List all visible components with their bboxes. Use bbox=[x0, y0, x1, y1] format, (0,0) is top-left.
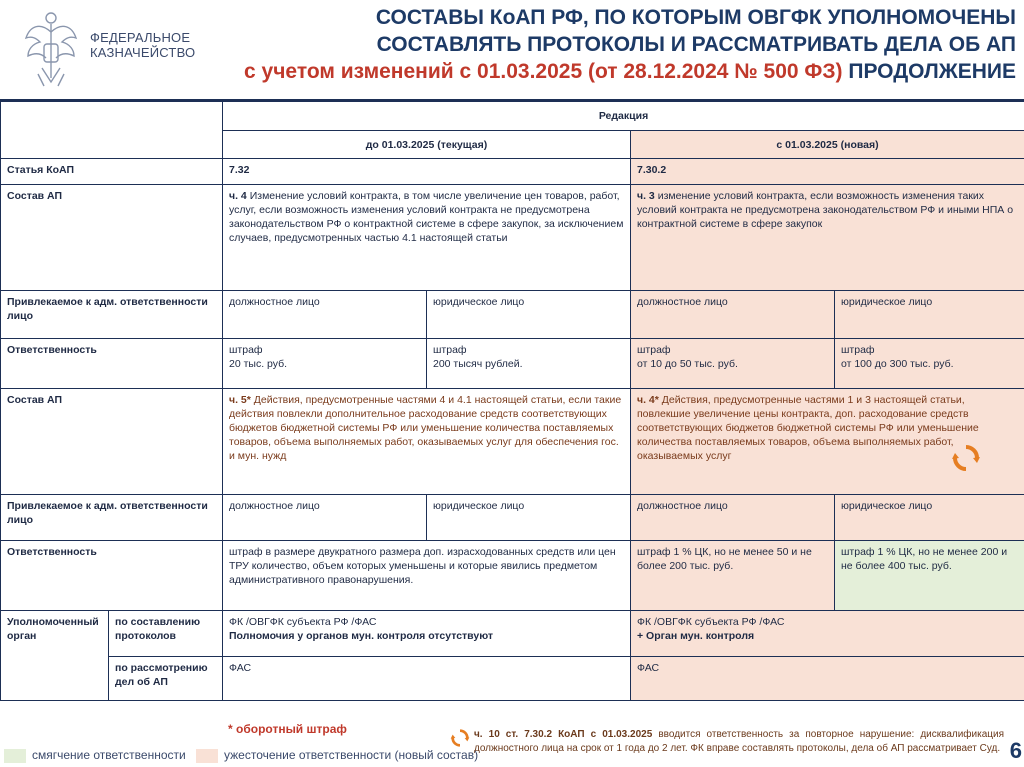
sostav-1-new bbox=[631, 185, 1024, 291]
title-line-3 bbox=[244, 58, 1016, 85]
org-name bbox=[90, 30, 195, 60]
organ-note: Полномочия у органов мун. контроля отсутствуют bbox=[229, 630, 494, 642]
slide-title bbox=[244, 4, 1016, 85]
row-label-sostav-1: Состав АП bbox=[1, 185, 223, 291]
person-1-old-official: должностное лицо bbox=[223, 291, 427, 339]
sostav-1-new-text: изменение условий контракта, если возможность изменения таких условий контракта не предусмотрена законодательством РФ и иными НПА о контрактной системе в сфере закупок bbox=[637, 190, 1014, 230]
organ-sub-cases: по рассмотрению дел об АП bbox=[109, 657, 223, 701]
organ-list: ФК /ОВГФК субъекта РФ /ФАС bbox=[637, 616, 785, 628]
person-2-new-official: должностное лицо bbox=[631, 495, 835, 541]
legend-swatch-green bbox=[4, 749, 26, 763]
fine-label: штраф bbox=[637, 344, 671, 356]
resp-1-new-official bbox=[631, 339, 835, 389]
resp-2-old: штраф в размере двукратного размера доп. израсходованных средств или цен ТРУ количество, объем которых уменьшены и которые явились предметом административного правонарушения. bbox=[223, 541, 631, 611]
corner-cell bbox=[1, 101, 223, 159]
legend-hard bbox=[196, 748, 478, 763]
person-2-old-official: должностное лицо bbox=[223, 495, 427, 541]
fine-label: штраф bbox=[841, 344, 875, 356]
footnote-article: ч. 10 ст. 7.30.2 КоАП с 01.03.2025 bbox=[474, 729, 653, 740]
resp-1-old-legal bbox=[427, 339, 631, 389]
turnover-fine-icon bbox=[951, 443, 981, 473]
column-new-header: с 01.03.2025 (новая) bbox=[631, 131, 1024, 159]
resp-1-new-legal bbox=[835, 339, 1024, 389]
resp-1-old-official bbox=[223, 339, 427, 389]
row-label-organ: Уполномоченный орган bbox=[1, 611, 109, 701]
organ-sub-protocols: по составлению протоколов bbox=[109, 611, 223, 657]
organ-cases-new: ФАС bbox=[631, 657, 1024, 701]
sostav-2-new bbox=[631, 389, 1024, 495]
fine-amount: 200 тысяч рублей. bbox=[433, 358, 523, 370]
sostav-2-old-text: Действия, предусмотренные частями 4 и 4.1 настоящей статьи, если такие действия повлекли дополнительное расходование средств соответствующих бюджетов бюджетной системы РФ или уменьшение количества поставляемых товаров, объема выполняемых работ, оказываемых услуг для обеспечения гос. и мун. нужд bbox=[229, 394, 622, 462]
organ-protocols-new bbox=[631, 611, 1024, 657]
sostav-2-old-part: ч. 5* bbox=[229, 394, 251, 406]
footnote-text: вводится ответственность за повторное нарушение: дисквалификация должностного лица на срок от 1 года до 2 лет. ФК вправе составлять протоколы, дела об АП рассматривает Суд. bbox=[474, 729, 1005, 754]
sostav-2-new-part: ч. 4* bbox=[637, 394, 659, 406]
row-label-resp-1: Ответственность bbox=[1, 339, 223, 389]
fine-amount: от 10 до 50 тыс. руб. bbox=[637, 358, 738, 370]
redaction-header: Редакция bbox=[223, 101, 1024, 131]
eagle-emblem-icon bbox=[22, 8, 80, 90]
person-1-new-legal: юридическое лицо bbox=[835, 291, 1024, 339]
title-changes-date: с учетом изменений с 01.03.2025 (от 28.12.2024 № 500 ФЗ) bbox=[244, 60, 843, 83]
legend-hard-label: ужесточение ответственности (новый состав) bbox=[224, 748, 479, 762]
sostav-1-old bbox=[223, 185, 631, 291]
fine-amount: от 100 до 300 тыс. руб. bbox=[841, 358, 954, 370]
person-2-new-legal: юридическое лицо bbox=[835, 495, 1024, 541]
org-line-2: КАЗНАЧЕЙСТВО bbox=[90, 45, 196, 60]
organ-list: ФК /ОВГФК субъекта РФ /ФАС bbox=[229, 616, 377, 628]
legend-soft bbox=[4, 748, 186, 763]
fine-amount: 20 тыс. руб. bbox=[229, 358, 288, 370]
sostav-2-old bbox=[223, 389, 631, 495]
turnover-fine-note: * оборотный штраф bbox=[228, 722, 347, 736]
fine-label: штраф bbox=[433, 344, 467, 356]
article-old: 7.32 bbox=[223, 159, 631, 185]
comparison-table bbox=[0, 99, 1024, 701]
column-old-header: до 01.03.2025 (текущая) bbox=[223, 131, 631, 159]
person-2-old-legal: юридическое лицо bbox=[427, 495, 631, 541]
repeat-violation-icon bbox=[450, 728, 470, 748]
organ-cases-old: ФАС bbox=[223, 657, 631, 701]
slide-footer bbox=[0, 718, 1024, 767]
sostav-2-new-text: Действия, предусмотренные частями 1 и 3 настоящей статьи, повлекшие увеличение цены контракта, доп. расходование средств соответствующих бюджетов бюджетной системы РФ или уменьшение количества поставляемых товаров, объема выполняемых работ, оказываемых услуг bbox=[637, 394, 979, 462]
organ-protocols-old bbox=[223, 611, 631, 657]
legend-soft-label: смягчение ответственности bbox=[32, 748, 186, 762]
org-line-1: ФЕДЕРАЛЬНОЕ bbox=[90, 30, 191, 45]
title-continuation: ПРОДОЛЖЕНИЕ bbox=[848, 60, 1016, 83]
row-label-person-1: Привлекаемое к адм. ответственности лицо bbox=[1, 291, 223, 339]
person-1-new-official: должностное лицо bbox=[631, 291, 835, 339]
person-1-old-legal: юридическое лицо bbox=[427, 291, 631, 339]
slide-header bbox=[0, 0, 1024, 96]
fine-label: штраф bbox=[229, 344, 263, 356]
sostav-1-old-part: ч. 4 bbox=[229, 190, 247, 202]
sostav-1-new-part: ч. 3 bbox=[637, 190, 655, 202]
sostav-1-old-text: Изменение условий контракта, в том числе увеличение цен товаров, работ, услуг, если возможность изменения условий контракта не предусмотрена законодательством РФ о контрактной системе в сфере закупок, за исключением случаев, предусмотренных частью 4.1 настоящей статьи bbox=[229, 190, 624, 244]
organ-note: + Орган мун. контроля bbox=[637, 630, 755, 642]
page-number: 6 bbox=[1009, 738, 1022, 763]
article-new: 7.30.2 bbox=[631, 159, 1024, 185]
legend-swatch-pink bbox=[196, 749, 218, 763]
title-line-2: СОСТАВЛЯТЬ ПРОТОКОЛЫ И РАССМАТРИВАТЬ ДЕЛА ОБ АП bbox=[376, 33, 1016, 56]
title-line-1: СОСТАВЫ КоАП РФ, ПО КОТОРЫМ ОВГФК УПОЛНОМОЧЕНЫ bbox=[375, 6, 1016, 29]
footnote bbox=[474, 728, 1004, 756]
resp-2-new-official: штраф 1 % ЦК, но не менее 50 и не более 200 тыс. руб. bbox=[631, 541, 835, 611]
resp-2-new-legal: штраф 1 % ЦК, но не менее 200 и не более 400 тыс. руб. bbox=[835, 541, 1024, 611]
row-label-person-2: Привлекаемое к адм. ответственности лицо bbox=[1, 495, 223, 541]
row-label-sostav-2: Состав АП bbox=[1, 389, 223, 495]
row-label-article: Статья КоАП bbox=[1, 159, 223, 185]
row-label-resp-2: Ответственность bbox=[1, 541, 223, 611]
